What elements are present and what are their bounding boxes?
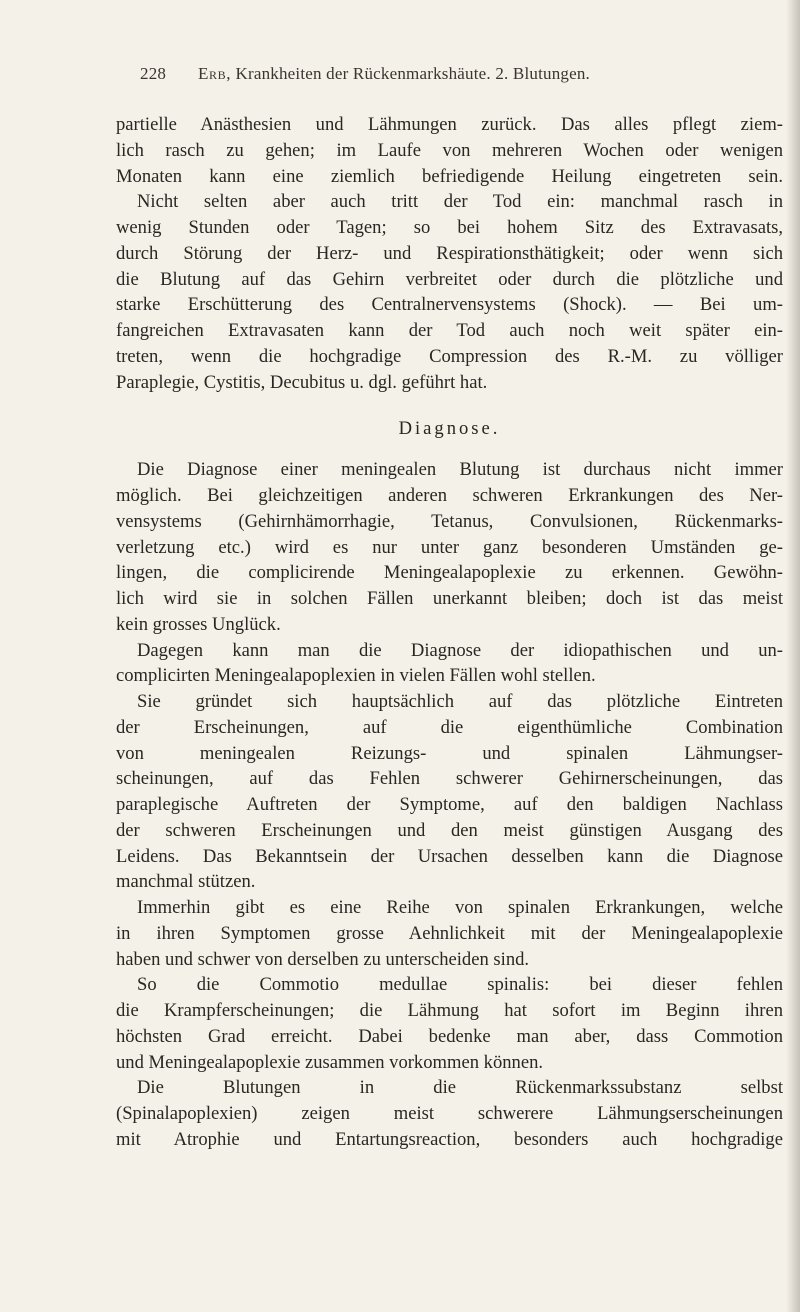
text-line: der Erscheinungen, auf die eigenthümliche Combination — [116, 716, 783, 738]
text-line: (Spinalapoplexien) zeigen meist schwerere Lähmungserscheinungen — [116, 1103, 783, 1124]
text-line: lich rasch zu gehen; im Laufe von mehreren Wochen oder wenigen — [116, 139, 783, 161]
text-line: lingen, die complicirende Meningealapoplexie zu erkennen. Gewöhn- — [116, 562, 783, 584]
text-line: Dagegen kann man die Diagnose der idiopathischen und un- — [137, 639, 783, 661]
text-line: manchmal stützen. — [116, 871, 256, 893]
text-line: durch Störung der Herz- und Respirationsthätigkeit; oder wenn sich — [116, 242, 783, 264]
text-line: fangreichen Extravasaten kann der Tod auch noch weit später ein- — [116, 320, 783, 341]
paragraph-block-2 — [116, 457, 783, 1152]
author-name: Erb, — [198, 64, 232, 83]
text-line: Monaten kann eine ziemlich befriedigende Heilung eingetreten sein. — [116, 165, 783, 187]
text-line: haben und schwer von derselben zu unterscheiden sind. — [116, 948, 530, 970]
text-line: mit Atrophie und Entartungsreaction, besonders auch hochgradige — [116, 1128, 783, 1150]
text-line: paraplegische Auftreten der Symptome, auf den baldigen Nachlass — [116, 794, 783, 815]
text-line: Die Diagnose einer meningealen Blutung ist durchaus nicht immer — [137, 459, 783, 481]
text-line: die Krampferscheinungen; die Lähmung hat sofort im Beginn ihren — [116, 1000, 783, 1021]
running-title — [198, 64, 590, 84]
text-line: möglich. Bei gleichzeitigen anderen schweren Erkrankungen des Ner- — [116, 485, 783, 506]
text-line: Die Blutungen in die Rückenmarkssubstanz selbst — [137, 1077, 783, 1099]
text-line: Immerhin gibt es eine Reihe von spinalen Erkrankungen, welche — [137, 897, 783, 918]
text-line: vensystems (Gehirnhämorrhagie, Tetanus, Convulsionen, Rückenmarks- — [116, 510, 783, 532]
paragraph-block-1 — [116, 112, 783, 395]
text-line: complicirten Meningealapoplexien in vielen Fällen wohl stellen. — [116, 665, 596, 687]
text-line: Sie gründet sich hauptsächlich auf das plötzliche Eintreten — [137, 691, 783, 712]
chapter-title: Krankheiten der Rückenmarkshäute. 2. Blutungen. — [235, 64, 590, 83]
text-line: Leidens. Das Bekanntsein der Ursachen desselben kann die Diagnose — [116, 845, 783, 867]
text-line: wenig Stunden oder Tagen; so bei hohem Sitz des Extravasats, — [116, 217, 783, 238]
section-heading: Diagnose. — [398, 418, 501, 440]
text-line: verletzung etc.) wird es nur unter ganz besonderen Umständen ge- — [116, 536, 783, 558]
text-line: So die Commotio medullae spinalis: bei dieser fehlen — [137, 974, 783, 996]
text-line: in ihren Symptomen grosse Aehnlichkeit mit der Meningealapoplexie — [116, 922, 783, 944]
page-number: 228 — [140, 64, 167, 83]
text-line: treten, wenn die hochgradige Compression des R.-M. zu völliger — [116, 345, 783, 367]
text-line: die Blutung auf das Gehirn verbreitet oder durch die plötzliche und — [116, 268, 783, 290]
text-line: Paraplegie, Cystitis, Decubitus u. dgl. geführt hat. — [116, 371, 488, 393]
text-line: scheinungen, auf das Fehlen schwerer Gehirnerscheinungen, das — [116, 768, 783, 790]
text-line: partielle Anästhesien und Lähmungen zurück. Das alles pflegt ziem- — [116, 114, 783, 135]
page-edge-shadow — [786, 0, 800, 1312]
text-line: von meningealen Reizungs- und spinalen Lähmungser- — [116, 742, 783, 764]
text-line: höchsten Grad erreicht. Dabei bedenke man aber, dass Commotion — [116, 1025, 783, 1047]
text-line: starke Erschütterung des Centralnervensystems (Shock). — Bei um- — [116, 294, 783, 316]
text-line: der schweren Erscheinungen und den meist günstigen Ausgang des — [116, 819, 783, 841]
text-line: und Meningealapoplexie zusammen vorkommen können. — [116, 1051, 544, 1073]
text-line: lich wird sie in solchen Fällen unerkannt bleiben; doch ist das meist — [116, 588, 783, 609]
text-line: Nicht selten aber auch tritt der Tod ein: manchmal rasch in — [137, 191, 783, 213]
text-line: kein grosses Unglück. — [116, 613, 281, 635]
body-text — [116, 112, 783, 1153]
